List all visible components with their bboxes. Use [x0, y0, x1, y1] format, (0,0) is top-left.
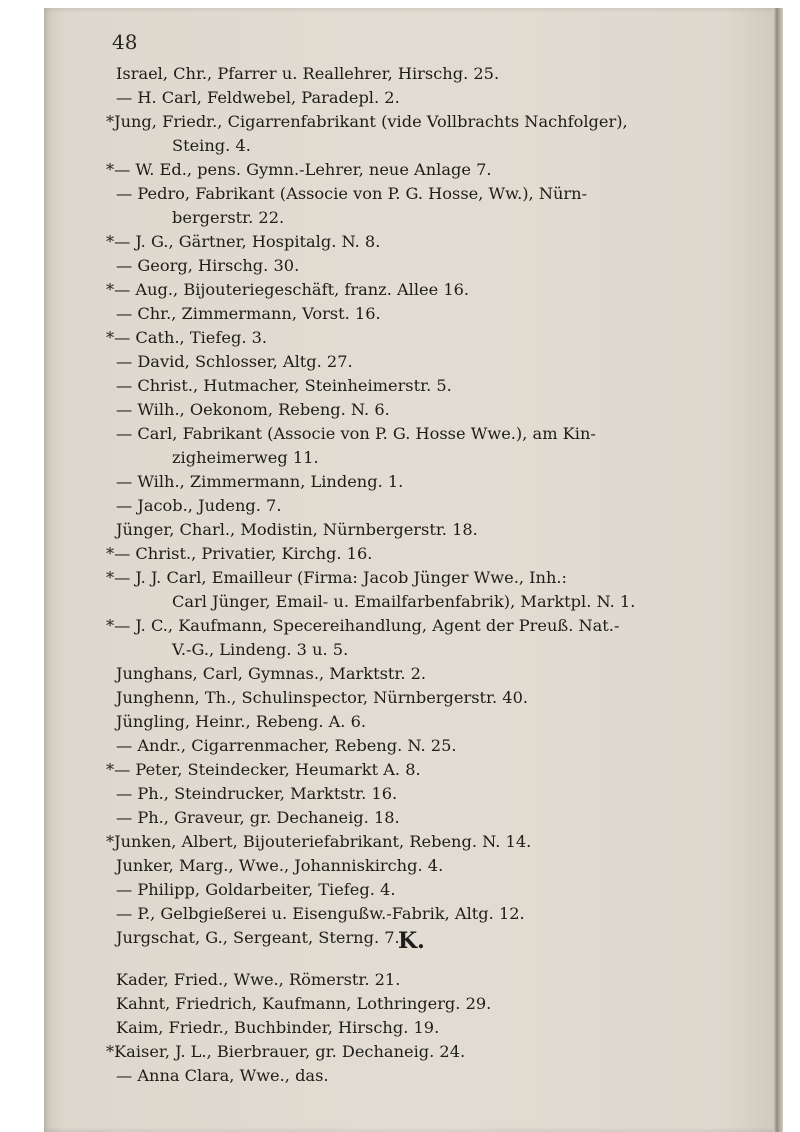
- entry-line: Carl Jünger, Email- u. Emailfarbenfabrik), Marktpl. N. 1.: [172, 592, 636, 611]
- entry-line: *— Cath., Tiefeg. 3.: [106, 328, 268, 347]
- entry-line: Jüngling, Heinr., Rebeng. A. 6.: [116, 712, 367, 731]
- entry-line: Junghenn, Th., Schulinspector, Nürnbergerstr. 40.: [116, 688, 529, 707]
- entry-line: Kader, Fried., Wwe., Römerstr. 21.: [116, 970, 401, 989]
- entry-line: — Wilh., Zimmermann, Lindeng. 1.: [116, 472, 404, 491]
- page-number: 48: [112, 30, 138, 54]
- entry-line: — Jacob., Judeng. 7.: [116, 496, 282, 515]
- entry-line: Junker, Marg., Wwe., Johanniskirchg. 4.: [116, 856, 444, 875]
- entry-line: *— W. Ed., pens. Gymn.-Lehrer, neue Anlage 7.: [106, 160, 492, 179]
- entry-line: — Wilh., Oekonom, Rebeng. N. 6.: [116, 400, 390, 419]
- entry-line: Kaim, Friedr., Buchbinder, Hirschg. 19.: [116, 1018, 440, 1037]
- entry-line: — Georg, Hirschg. 30.: [116, 256, 300, 275]
- entry-line: — Chr., Zimmermann, Vorst. 16.: [116, 304, 381, 323]
- entry-line: Steing. 4.: [172, 136, 251, 155]
- entry-line: — Christ., Hutmacher, Steinheimerstr. 5.: [116, 376, 452, 395]
- entry-line: bergerstr. 22.: [172, 208, 285, 227]
- entry-line: Jurgschat, G., Sergeant, Sterng. 7.: [116, 928, 400, 947]
- entry-line: Junghans, Carl, Gymnas., Marktstr. 2.: [116, 664, 427, 683]
- entry-line: — Ph., Steindrucker, Marktstr. 16.: [116, 784, 398, 803]
- entry-line: V.-G., Lindeng. 3 u. 5.: [172, 640, 349, 659]
- entry-line: — Carl, Fabrikant (Associe von P. G. Hosse Wwe.), am Kin-: [116, 424, 596, 443]
- entry-line: Kahnt, Friedrich, Kaufmann, Lothringerg. 29.: [116, 994, 492, 1013]
- entry-line: — H. Carl, Feldwebel, Paradepl. 2.: [116, 88, 400, 107]
- entry-line: *— Aug., Bijouteriegeschäft, franz. Allee 16.: [106, 280, 470, 299]
- entry-line: Israel, Chr., Pfarrer u. Reallehrer, Hirschg. 25.: [116, 64, 500, 83]
- entry-line: — Andr., Cigarrenmacher, Rebeng. N. 25.: [116, 736, 457, 755]
- entry-line: *— Christ., Privatier, Kirchg. 16.: [106, 544, 373, 563]
- entry-line: *Jung, Friedr., Cigarrenfabrikant (vide Vollbrachts Nachfolger),: [106, 112, 628, 131]
- entry-line: — Philipp, Goldarbeiter, Tiefeg. 4.: [116, 880, 396, 899]
- entry-line: *— J. G., Gärtner, Hospitalg. N. 8.: [106, 232, 381, 251]
- entry-line: *— J. J. Carl, Emailleur (Firma: Jacob Jünger Wwe., Inh.:: [106, 568, 567, 587]
- entry-line: — Ph., Graveur, gr. Dechaneig. 18.: [116, 808, 400, 827]
- entry-line: zigheimerweg 11.: [172, 448, 319, 467]
- entry-line: — P., Gelbgießerei u. Eisengußw.-Fabrik, Altg. 12.: [116, 904, 525, 923]
- entry-line: — Pedro, Fabrikant (Associe von P. G. Hosse, Ww.), Nürn-: [116, 184, 588, 203]
- entry-line: *— J. C., Kaufmann, Specereihandlung, Agent der Preuß. Nat.-: [106, 616, 620, 635]
- page-binding-edge: [773, 8, 783, 1132]
- section-heading: K.: [398, 928, 425, 954]
- entry-line: *Junken, Albert, Bijouteriefabrikant, Rebeng. N. 14.: [106, 832, 532, 851]
- entry-line: *Kaiser, J. L., Bierbrauer, gr. Dechaneig. 24.: [106, 1042, 466, 1061]
- entry-line: — David, Schlosser, Altg. 27.: [116, 352, 353, 371]
- entry-line: *— Peter, Steindecker, Heumarkt A. 8.: [106, 760, 421, 779]
- entry-line: Jünger, Charl., Modistin, Nürnbergerstr. 18.: [116, 520, 478, 539]
- entry-line: — Anna Clara, Wwe., das.: [116, 1066, 329, 1085]
